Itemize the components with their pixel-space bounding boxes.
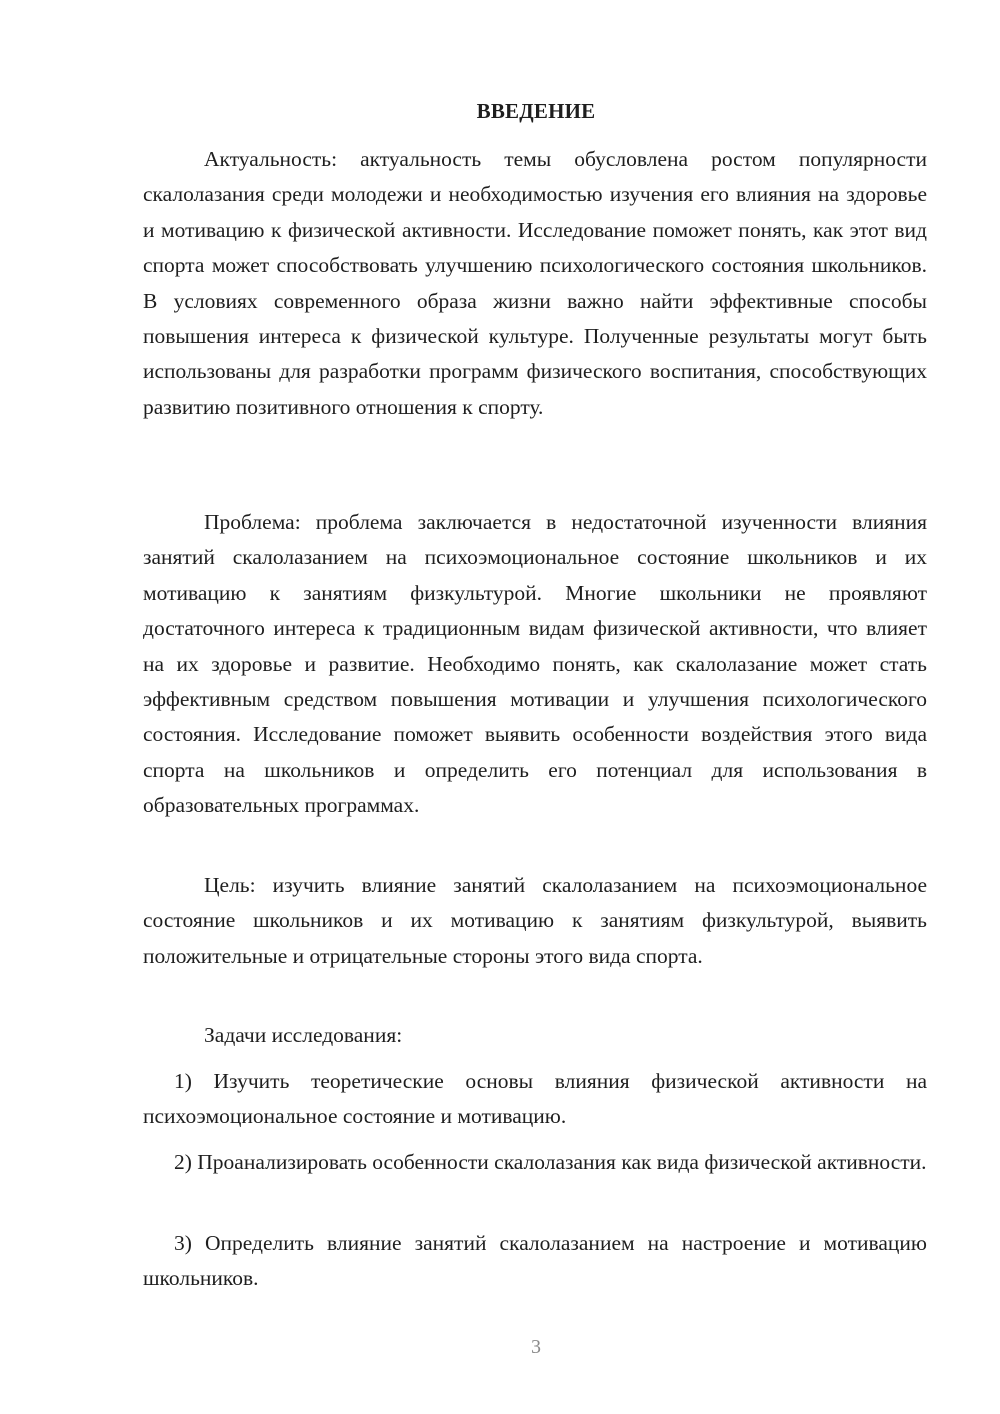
paragraph-relevance-text: Актуальность: актуальность темы обусловлена ростом популярности скалолазания среди молодежи и необходимостью изучения его влияния на здоровье и мотивацию к физической активности. Исследование поможет понять, как этот вид спорта может способствовать улучшению психологического состояния школьников. В условиях современного образа жизни важно найти эффективные способы повышения интереса к физической культуре. Полученные результаты могут быть использованы для разработки программ физического воспитания, способствующих развитию позитивного отношения к спорту. xyxy=(143,147,927,419)
paragraph-goal-text: Цель: изучить влияние занятий скалолазанием на психоэмоциональное состояние школьников и их мотивацию к занятиям физкультурой, выявить положительные и отрицательные стороны этого вида спорта. xyxy=(143,873,927,968)
paragraph-problem xyxy=(143,505,927,824)
list-item xyxy=(143,1064,927,1135)
paragraph-problem-text: Проблема: проблема заключается в недостаточной изученности влияния занятий скалолазанием на психоэмоциональное состояние школьников и их мотивацию к занятиям физкультурой. Многие школьники не проявляют достаточного интереса к традиционным видам физической активности, что влияет на их здоровье и развитие. Необходимо понять, как скалолазание может стать эффективным средством повышения мотивации и улучшения психологического состояния. Исследование поможет выявить особенности воздействия этого вида спорта на школьников и определить его потенциал для использования в образовательных программах. xyxy=(143,510,927,818)
task-item-2: 2) Проанализировать особенности скалолазания как вида физической активности. xyxy=(174,1150,927,1174)
list-item xyxy=(143,1145,927,1180)
page-number: 3 xyxy=(531,1336,541,1358)
paragraph-relevance xyxy=(143,142,927,425)
task-item-3: 3) Определить влияние занятий скалолазанием на настроение и мотивацию школьников. xyxy=(143,1231,927,1291)
task-item-1: 1) Изучить теоретические основы влияния физической активности на психоэмоциональное состояние и мотивацию. xyxy=(143,1069,927,1129)
list-item xyxy=(143,1226,927,1297)
paragraph-goal xyxy=(143,868,927,974)
tasks-heading xyxy=(143,1018,927,1053)
section-title: ВВЕДЕНИЕ xyxy=(476,99,596,123)
tasks-heading-text: Задачи исследования: xyxy=(204,1023,403,1047)
